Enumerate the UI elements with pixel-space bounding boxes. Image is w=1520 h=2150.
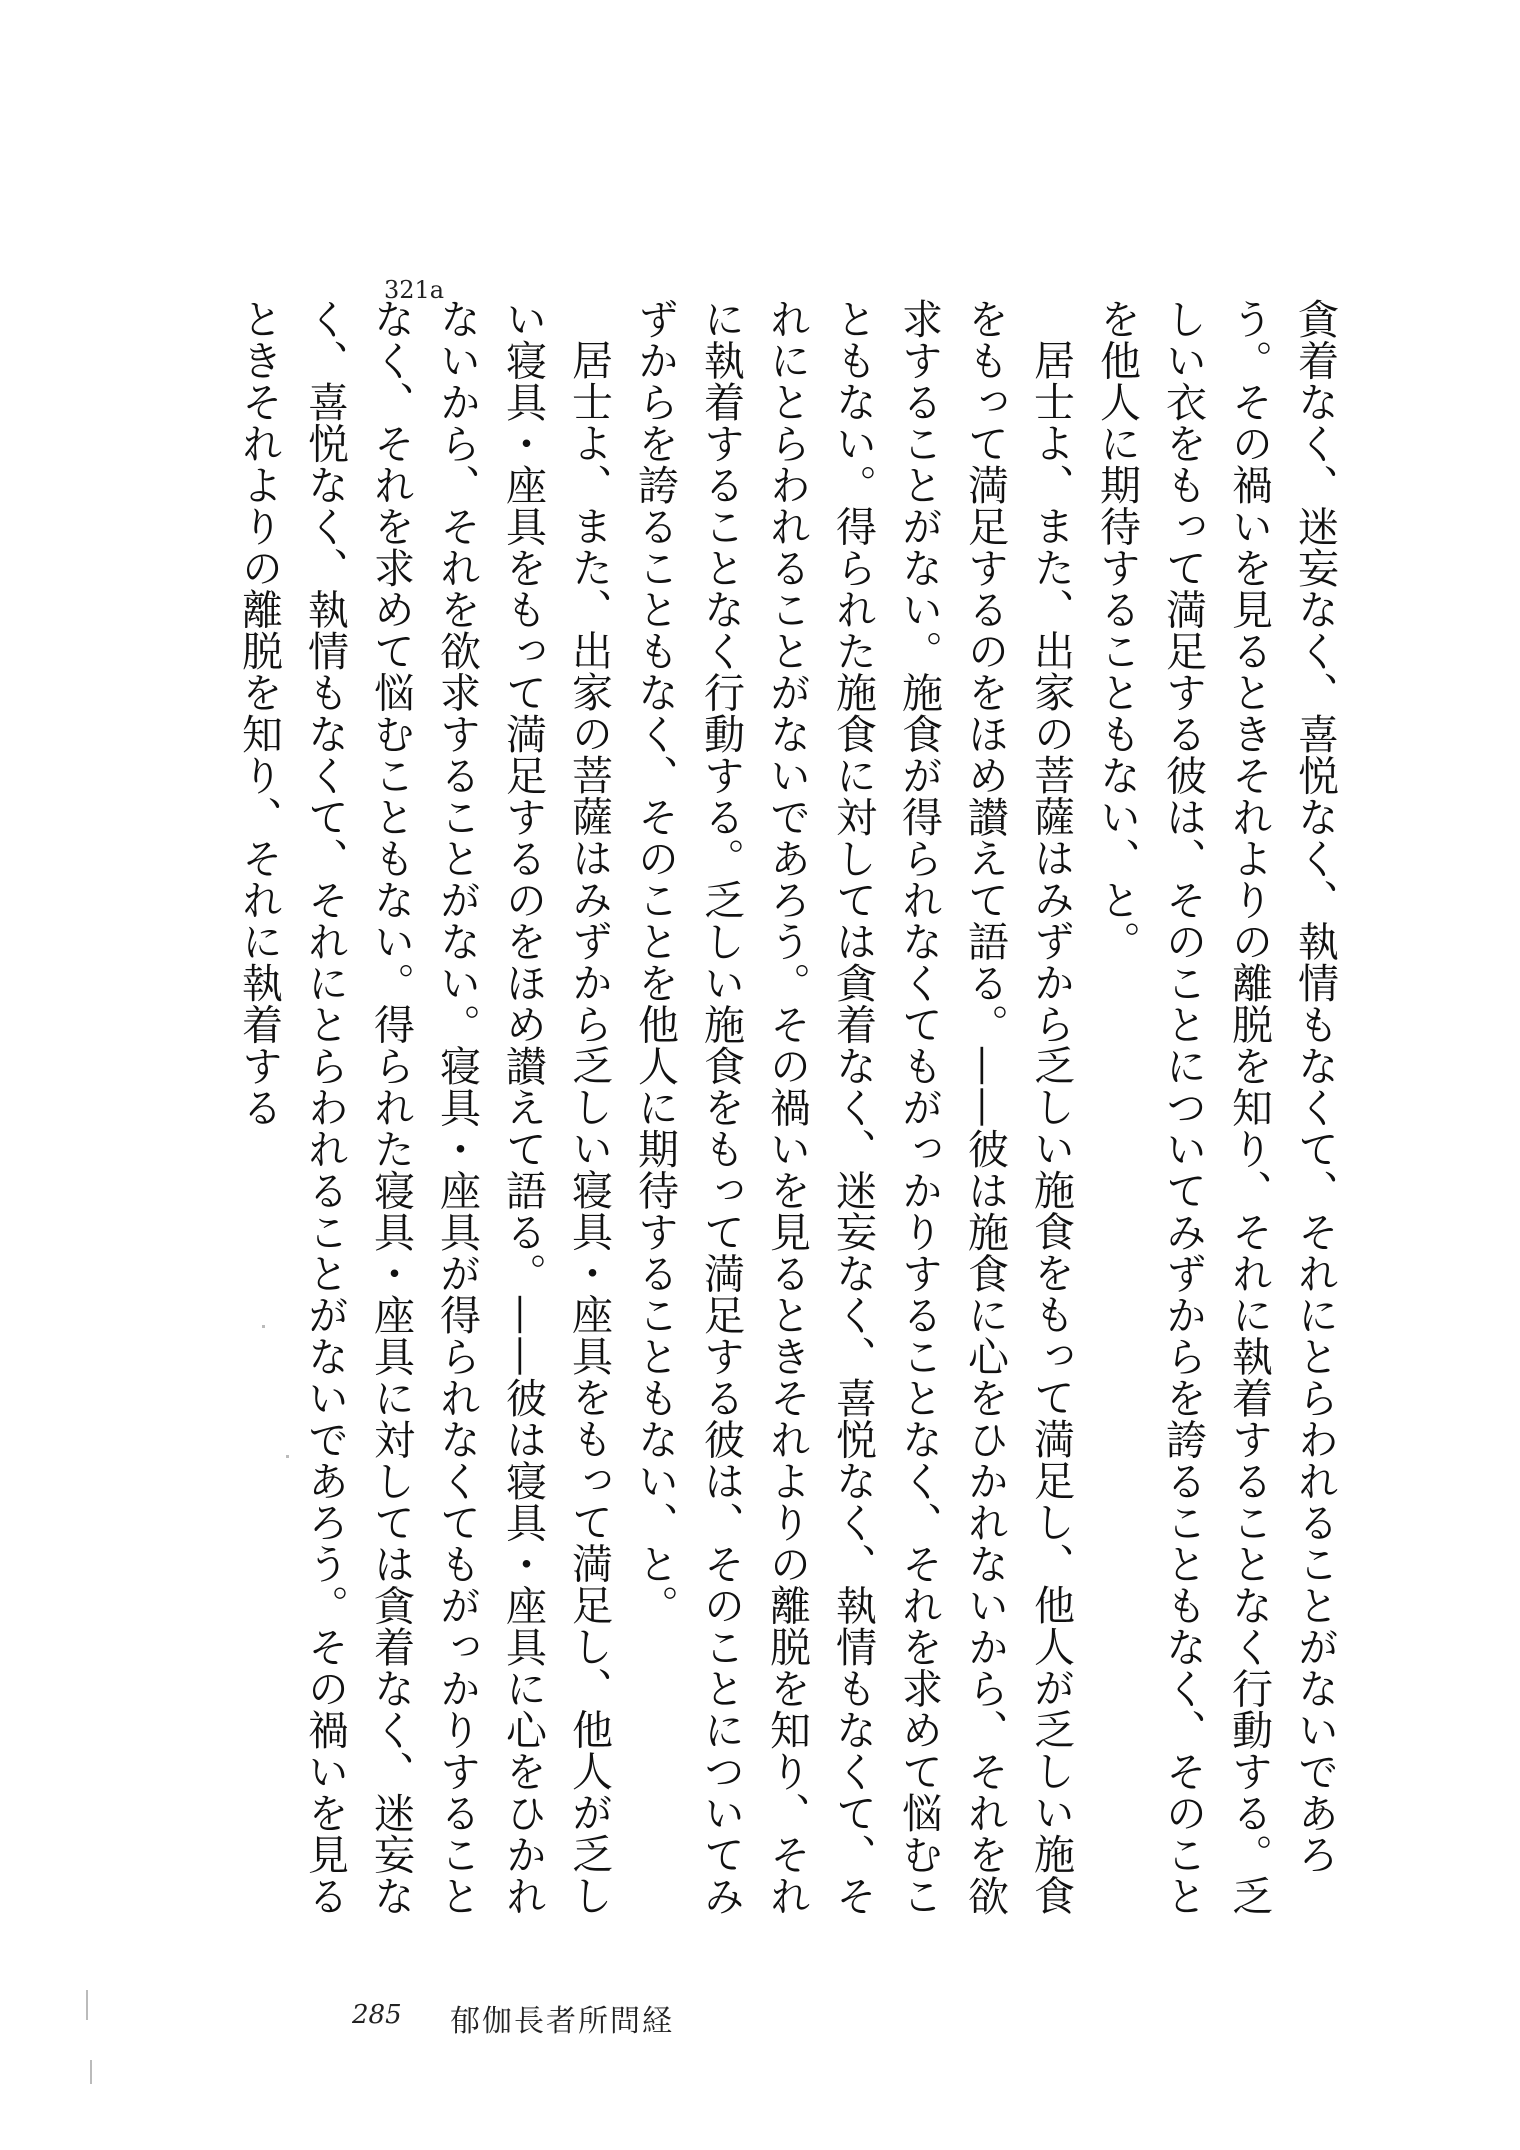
running-title: 郁伽長者所問経: [450, 2004, 674, 2039]
page-footer: [0, 2000, 1520, 2040]
paragraph-1: 貪着なく、迷妄なく、喜悦なく、執情もなくて、それにとらわれることがないであろう。その禍いを見るときそれよりの離脱を知り、それに執着することなく行動する。乏しい衣をもって満足する彼は、そのことについてみずからを誇ることもなく、そのことを他人に期待することもない、と。: [1093, 298, 1339, 1917]
paragraph-3: 居士よ、また、出家の菩薩はみずから乏しい寝具・座具をもって満足し、他人が乏しい寝具・座具をもって満足するのをほめ讃えて語る。——彼は寝具・座具に心をひかれないから、それを欲求することがない。寝具・座具が得られなくてもがっかりすることなく、それを求めて悩むこともない。得られた寝具・座具に対しては貪着なく、迷妄なく、喜悦なく、執情もなくて、それにとらわれることがないであろう。その禍いを見るときそれよりの離脱を知り、それに執着する: [235, 298, 613, 1917]
scan-artifact-mark: [262, 1325, 265, 1328]
scan-artifact-mark: [90, 2060, 92, 2084]
page-number: 285: [352, 2000, 402, 2030]
scan-artifact-mark: [286, 1455, 289, 1458]
paragraph-2: 居士よ、また、出家の菩薩はみずから乏しい施食をもって満足し、他人が乏しい施食をもって満足するのをほめ讃えて語る。——彼は施食に心をひかれないから、それを欲求することがない。施食が得られなくてもがっかりすることなく、それを求めて悩むこともない。得られた施食に対しては貪着なく、迷妄なく、喜悦なく、執情もなくて、それにとらわれることがないであろう。その禍いを見るときそれよりの離脱を知り、それに執着することなく行動する。乏しい施食をもって満足する彼は、そのことについてみずからを誇ることもなく、そのことを他人に期待することもない、と。: [631, 298, 1075, 1917]
section-reference: 321a: [384, 276, 445, 304]
scan-artifact-mark: [86, 1990, 88, 2020]
vertical-body-text: [226, 298, 1348, 1938]
